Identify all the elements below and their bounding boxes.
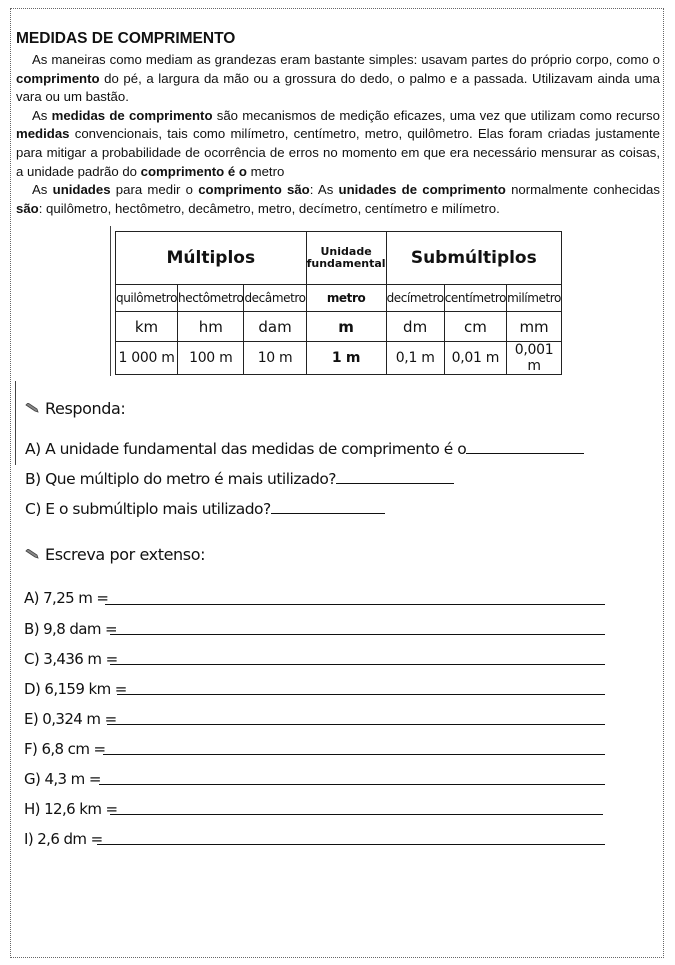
p1-bold-1: comprimento bbox=[16, 70, 100, 86]
paragraph-3 bbox=[16, 181, 660, 218]
p2-bold-3: comprimento é o bbox=[140, 163, 247, 179]
cell-value: 0,001 m bbox=[507, 342, 562, 375]
p3-bold-1: unidades bbox=[52, 182, 111, 198]
exercise-f-blank[interactable] bbox=[103, 754, 605, 755]
answer-blank[interactable] bbox=[336, 482, 454, 484]
cell-abbr: dm bbox=[386, 312, 444, 342]
cell-abbr: hm bbox=[178, 312, 244, 342]
p1-text-a: As maneiras como mediam as grandezas eram bastante simples: usavam partes do próprio corpo, como o bbox=[32, 52, 660, 67]
cell-name: quilômetro bbox=[116, 285, 178, 312]
cell-abbr: km bbox=[116, 312, 178, 342]
p2-bold-2: medidas bbox=[16, 126, 70, 142]
header-submultiples: Submúltiplos bbox=[386, 232, 561, 285]
question-c bbox=[25, 500, 385, 518]
exercise-i-blank[interactable] bbox=[97, 844, 605, 845]
cell-name: decímetro bbox=[386, 285, 444, 312]
cell-value: 0,1 m bbox=[386, 342, 444, 375]
cell-value: 1 000 m bbox=[116, 342, 178, 375]
cell-value: 0,01 m bbox=[444, 342, 506, 375]
p3-text-a: As bbox=[32, 182, 53, 198]
section-respond bbox=[25, 399, 125, 418]
exercise-a-blank[interactable] bbox=[105, 604, 605, 605]
divider bbox=[15, 381, 16, 465]
cell-value: 1 m bbox=[306, 342, 386, 375]
exercise-c-blank[interactable] bbox=[110, 664, 605, 665]
intro-text bbox=[16, 29, 660, 218]
cell-abbr: dam bbox=[244, 312, 306, 342]
p3-bold-3: unidades de comprimento bbox=[338, 182, 506, 198]
p3-bold-2: comprimento são bbox=[198, 182, 310, 198]
p3-text-c: para medir o bbox=[110, 182, 199, 198]
exercise-f: F) 6,8 cm = bbox=[24, 740, 106, 758]
units-table-image bbox=[110, 226, 561, 376]
question-a bbox=[25, 440, 584, 458]
cell-abbr: m bbox=[306, 312, 386, 342]
exercise-h-blank[interactable] bbox=[110, 814, 603, 815]
worksheet-image bbox=[15, 381, 611, 871]
p2-text-c: são mecanismos de medição eficazes, uma vez que utilizam como recurso bbox=[212, 107, 660, 123]
exercise-b: B) 9,8 dam = bbox=[24, 620, 117, 638]
question-b bbox=[25, 470, 454, 488]
units-table bbox=[115, 231, 562, 375]
cell-abbr: mm bbox=[507, 312, 562, 342]
exercise-d: D) 6,159 km = bbox=[24, 680, 127, 698]
table-header-row bbox=[116, 232, 562, 285]
p3-bold-4: são bbox=[16, 200, 39, 216]
paragraph-2 bbox=[16, 107, 660, 181]
p3-text-d: : As bbox=[309, 182, 339, 198]
section-respond-label: Responda: bbox=[45, 399, 126, 418]
p2-text-d: convencionais, tais como milímetro, centímetro, metro, quilômetro. Elas foram criadas justamente para mitigar a probabilidade de ocorrência de erros no momento em que era necessário mensurar as coisas, a unidade padrão do bbox=[16, 126, 660, 179]
exercise-g: G) 4,3 m = bbox=[24, 770, 101, 788]
table-row-names bbox=[116, 285, 562, 312]
pencil-icon bbox=[25, 549, 39, 559]
question-a-text: A) A unidade fundamental das medidas de comprimento é o bbox=[25, 440, 467, 458]
cell-name: decâmetro bbox=[244, 285, 306, 312]
section-write-label: Escreva por extenso: bbox=[45, 545, 206, 564]
exercise-b-blank[interactable] bbox=[110, 634, 605, 635]
cell-name: metro bbox=[306, 285, 386, 312]
cell-name: centímetro bbox=[444, 285, 506, 312]
paragraph-1 bbox=[16, 51, 660, 107]
table-row-values bbox=[116, 342, 562, 375]
table-row-abbr bbox=[116, 312, 562, 342]
exercise-a: A) 7,25 m = bbox=[24, 589, 109, 607]
p1-text-c: do pé, a largura da mão ou a grossura do dedo, o palmo e a passada. Utilizavam ainda uma vara ou um bastão. bbox=[16, 70, 660, 105]
exercise-d-blank[interactable] bbox=[117, 694, 605, 695]
cell-value: 10 m bbox=[244, 342, 306, 375]
cell-abbr: cm bbox=[444, 312, 506, 342]
cell-value: 100 m bbox=[178, 342, 244, 375]
exercise-e-blank[interactable] bbox=[107, 724, 605, 725]
cell-name: hectômetro bbox=[178, 285, 244, 312]
exercise-g-blank[interactable] bbox=[99, 784, 605, 785]
header-fundamental: Unidade fundamental bbox=[306, 232, 386, 285]
pencil-icon bbox=[25, 403, 39, 413]
p2-text-a: As bbox=[32, 107, 52, 123]
answer-blank[interactable] bbox=[466, 452, 584, 454]
p3-text-f: : quilômetro, hectômetro, decâmetro, metro, decímetro, centímetro e milímetro. bbox=[38, 200, 500, 216]
p2-text-e: metro bbox=[246, 163, 285, 179]
question-c-text: C) E o submúltiplo mais utilizado? bbox=[25, 500, 271, 518]
p2-bold-1: medidas de comprimento bbox=[51, 107, 213, 123]
exercise-c: C) 3,436 m = bbox=[24, 650, 118, 668]
exercise-e: E) 0,324 m = bbox=[24, 710, 117, 728]
answer-blank[interactable] bbox=[271, 512, 385, 514]
cell-name: milímetro bbox=[507, 285, 562, 312]
section-write bbox=[25, 545, 205, 564]
exercise-h: H) 12,6 km = bbox=[24, 800, 118, 818]
exercise-i: I) 2,6 dm = bbox=[24, 830, 103, 848]
question-b-text: B) Que múltiplo do metro é mais utilizado? bbox=[25, 470, 337, 488]
header-multiples: Múltiplos bbox=[116, 232, 307, 285]
page-title: MEDIDAS DE COMPRIMENTO bbox=[16, 30, 236, 47]
p3-text-e: normalmente conhecidas bbox=[505, 182, 660, 198]
